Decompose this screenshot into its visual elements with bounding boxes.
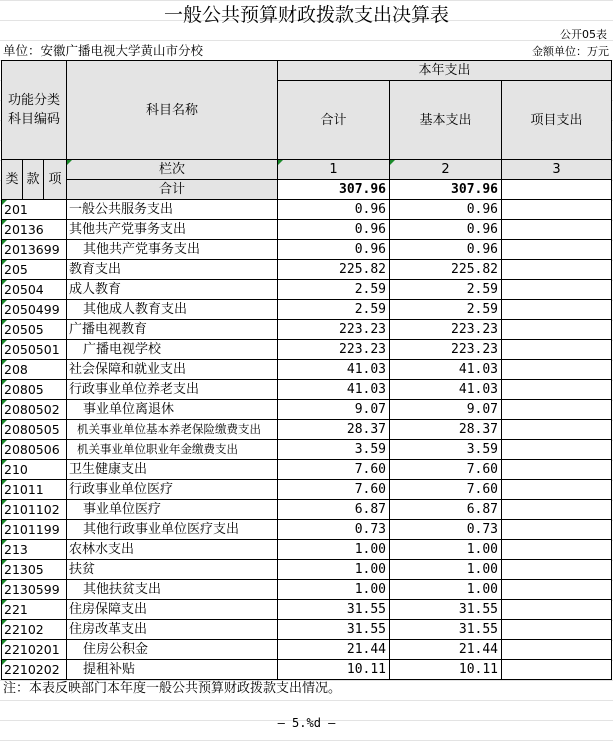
total-row-project	[502, 180, 612, 200]
table-note: 注：本表反映部门本年度一般公共预算财政拨款支出情况。	[3, 681, 342, 696]
table-row	[2, 400, 612, 420]
row-code: 20805	[2, 380, 67, 400]
row-basic: 0.73	[390, 520, 502, 540]
row-basic: 0.96	[390, 220, 502, 240]
row-total: 223.23	[278, 320, 390, 340]
total-row	[2, 180, 612, 200]
row-subject-name: 事业单位离退休	[67, 400, 278, 420]
row-code: 22102	[2, 620, 67, 640]
row-code: 213	[2, 540, 67, 560]
row-basic: 7.60	[390, 460, 502, 480]
table-row	[2, 540, 612, 560]
row-total: 31.55	[278, 600, 390, 620]
row-code: 20136	[2, 220, 67, 240]
row-basic: 6.87	[390, 500, 502, 520]
row-subject-name: 社会保障和就业支出	[67, 360, 278, 380]
table-row	[2, 440, 612, 460]
row-basic: 225.82	[390, 260, 502, 280]
table-row	[2, 520, 612, 540]
row-subject-name: 广播电视学校	[67, 340, 278, 360]
row-total: 0.73	[278, 520, 390, 540]
table-title: 一般公共预算财政拨款支出决算表	[163, 4, 449, 26]
row-subject-name: 住房保障支出	[67, 600, 278, 620]
row-total: 1.00	[278, 560, 390, 580]
row-subject-name: 行政事业单位医疗	[67, 480, 278, 500]
row-project	[502, 320, 612, 340]
row-total: 223.23	[278, 340, 390, 360]
column-index-1: 1	[278, 160, 390, 180]
row-subject-name: 其他共产党事务支出	[67, 240, 278, 260]
row-total: 0.96	[278, 200, 390, 220]
row-project	[502, 460, 612, 480]
table-row	[2, 660, 612, 680]
row-project	[502, 260, 612, 280]
row-project	[502, 520, 612, 540]
row-total: 9.07	[278, 400, 390, 420]
total-row-total: 307.96	[278, 180, 390, 200]
row-basic: 0.96	[390, 200, 502, 220]
row-subject-name: 事业单位医疗	[67, 500, 278, 520]
row-code: 2101102	[2, 500, 67, 520]
row-code: 2101199	[2, 520, 67, 540]
row-basic: 3.59	[390, 440, 502, 460]
table-row	[2, 220, 612, 240]
row-basic: 223.23	[390, 340, 502, 360]
row-basic: 0.96	[390, 240, 502, 260]
row-total: 6.87	[278, 500, 390, 520]
table-row	[2, 480, 612, 500]
row-code: 221	[2, 600, 67, 620]
table-row	[2, 320, 612, 340]
row-total: 21.44	[278, 640, 390, 660]
row-project	[502, 600, 612, 620]
reporting-unit: 单位：安徽广播电视大学黄山市分校	[3, 43, 204, 58]
table-row	[2, 460, 612, 480]
table-row	[2, 600, 612, 620]
row-basic: 41.03	[390, 360, 502, 380]
row-code: 2080505	[2, 420, 67, 440]
row-subject-name: 其他行政事业单位医疗支出	[67, 520, 278, 540]
row-code: 201	[2, 200, 67, 220]
subject-name-header: 科目名称	[67, 61, 278, 160]
table-row	[2, 640, 612, 660]
expenditure-table	[1, 60, 612, 680]
row-subject-name: 住房改革支出	[67, 620, 278, 640]
row-total: 41.03	[278, 360, 390, 380]
table-row	[2, 380, 612, 400]
table-row	[2, 200, 612, 220]
row-code: 2080506	[2, 440, 67, 460]
row-project	[502, 380, 612, 400]
header-row-1	[2, 61, 612, 81]
row-code: 2210202	[2, 660, 67, 680]
row-total: 0.96	[278, 240, 390, 260]
row-total: 10.11	[278, 660, 390, 680]
row-basic: 31.55	[390, 600, 502, 620]
row-project	[502, 400, 612, 420]
header-row-column-index	[2, 160, 612, 180]
row-subject-name: 一般公共服务支出	[67, 200, 278, 220]
row-basic: 2.59	[390, 280, 502, 300]
row-code: 20504	[2, 280, 67, 300]
row-basic: 21.44	[390, 640, 502, 660]
row-code: 2050499	[2, 300, 67, 320]
kuan-header: 款	[23, 160, 44, 200]
row-subject-name: 扶贫	[67, 560, 278, 580]
project-header: 项目支出	[502, 81, 612, 160]
table-row	[2, 560, 612, 580]
row-total: 28.37	[278, 420, 390, 440]
func-code-header: 功能分类科目编码	[2, 61, 67, 160]
row-total: 41.03	[278, 380, 390, 400]
row-subject-name: 提租补贴	[67, 660, 278, 680]
row-basic: 9.07	[390, 400, 502, 420]
row-subject-name: 机关事业单位职业年金缴费支出	[67, 440, 278, 460]
table-row	[2, 620, 612, 640]
row-basic: 7.60	[390, 480, 502, 500]
row-project	[502, 480, 612, 500]
table-row	[2, 420, 612, 440]
row-project	[502, 640, 612, 660]
row-basic: 41.03	[390, 380, 502, 400]
row-total: 1.00	[278, 580, 390, 600]
column-index-label: 栏次	[67, 160, 278, 180]
table-row	[2, 240, 612, 260]
row-project	[502, 440, 612, 460]
row-total: 0.96	[278, 220, 390, 240]
row-subject-name: 农林水支出	[67, 540, 278, 560]
row-code: 20505	[2, 320, 67, 340]
row-subject-name: 教育支出	[67, 260, 278, 280]
row-project	[502, 500, 612, 520]
row-basic: 31.55	[390, 620, 502, 640]
row-basic: 1.00	[390, 560, 502, 580]
row-subject-name: 卫生健康支出	[67, 460, 278, 480]
page-number: — 5.%d —	[277, 716, 336, 730]
row-total: 7.60	[278, 460, 390, 480]
row-total: 1.00	[278, 540, 390, 560]
row-code: 2210201	[2, 640, 67, 660]
table-row	[2, 300, 612, 320]
row-project	[502, 580, 612, 600]
row-subject-name: 广播电视教育	[67, 320, 278, 340]
row-code: 21011	[2, 480, 67, 500]
row-subject-name: 其他共产党事务支出	[67, 220, 278, 240]
table-row	[2, 580, 612, 600]
current-year-header: 本年支出	[278, 61, 612, 81]
amount-unit: 金额单位：万元	[532, 45, 609, 58]
row-total: 7.60	[278, 480, 390, 500]
row-code: 2130599	[2, 580, 67, 600]
row-project	[502, 280, 612, 300]
row-code: 208	[2, 360, 67, 380]
row-code: 2050501	[2, 340, 67, 360]
row-total: 225.82	[278, 260, 390, 280]
row-subject-name: 住房公积金	[67, 640, 278, 660]
table-row	[2, 280, 612, 300]
row-project	[502, 340, 612, 360]
xiang-header: 项	[44, 160, 67, 200]
row-basic: 2.59	[390, 300, 502, 320]
row-total: 2.59	[278, 280, 390, 300]
lei-header: 类	[2, 160, 23, 200]
row-project	[502, 360, 612, 380]
total-row-label: 合计	[67, 180, 278, 200]
row-project	[502, 540, 612, 560]
table-row	[2, 260, 612, 280]
row-project	[502, 200, 612, 220]
total-header: 合计	[278, 81, 390, 160]
row-code: 210	[2, 460, 67, 480]
total-row-basic: 307.96	[390, 180, 502, 200]
row-code: 2013699	[2, 240, 67, 260]
row-subject-name: 其他成人教育支出	[67, 300, 278, 320]
row-subject-name: 成人教育	[67, 280, 278, 300]
row-project	[502, 660, 612, 680]
column-index-3: 3	[502, 160, 612, 180]
row-basic: 1.00	[390, 540, 502, 560]
table-row	[2, 340, 612, 360]
row-project	[502, 620, 612, 640]
row-total: 3.59	[278, 440, 390, 460]
row-subject-name: 机关事业单位基本养老保险缴费支出	[67, 420, 278, 440]
row-project	[502, 420, 612, 440]
form-number: 公开05表	[560, 28, 607, 41]
row-subject-name: 行政事业单位养老支出	[67, 380, 278, 400]
column-index-2: 2	[390, 160, 502, 180]
row-project	[502, 220, 612, 240]
row-project	[502, 560, 612, 580]
row-subject-name: 其他扶贫支出	[67, 580, 278, 600]
row-basic: 28.37	[390, 420, 502, 440]
row-basic: 223.23	[390, 320, 502, 340]
row-project	[502, 300, 612, 320]
table-row	[2, 360, 612, 380]
row-code: 205	[2, 260, 67, 280]
row-basic: 1.00	[390, 580, 502, 600]
basic-header: 基本支出	[390, 81, 502, 160]
row-total: 31.55	[278, 620, 390, 640]
row-basic: 10.11	[390, 660, 502, 680]
row-total: 2.59	[278, 300, 390, 320]
row-project	[502, 240, 612, 260]
table-row	[2, 500, 612, 520]
row-code: 2080502	[2, 400, 67, 420]
row-code: 21305	[2, 560, 67, 580]
